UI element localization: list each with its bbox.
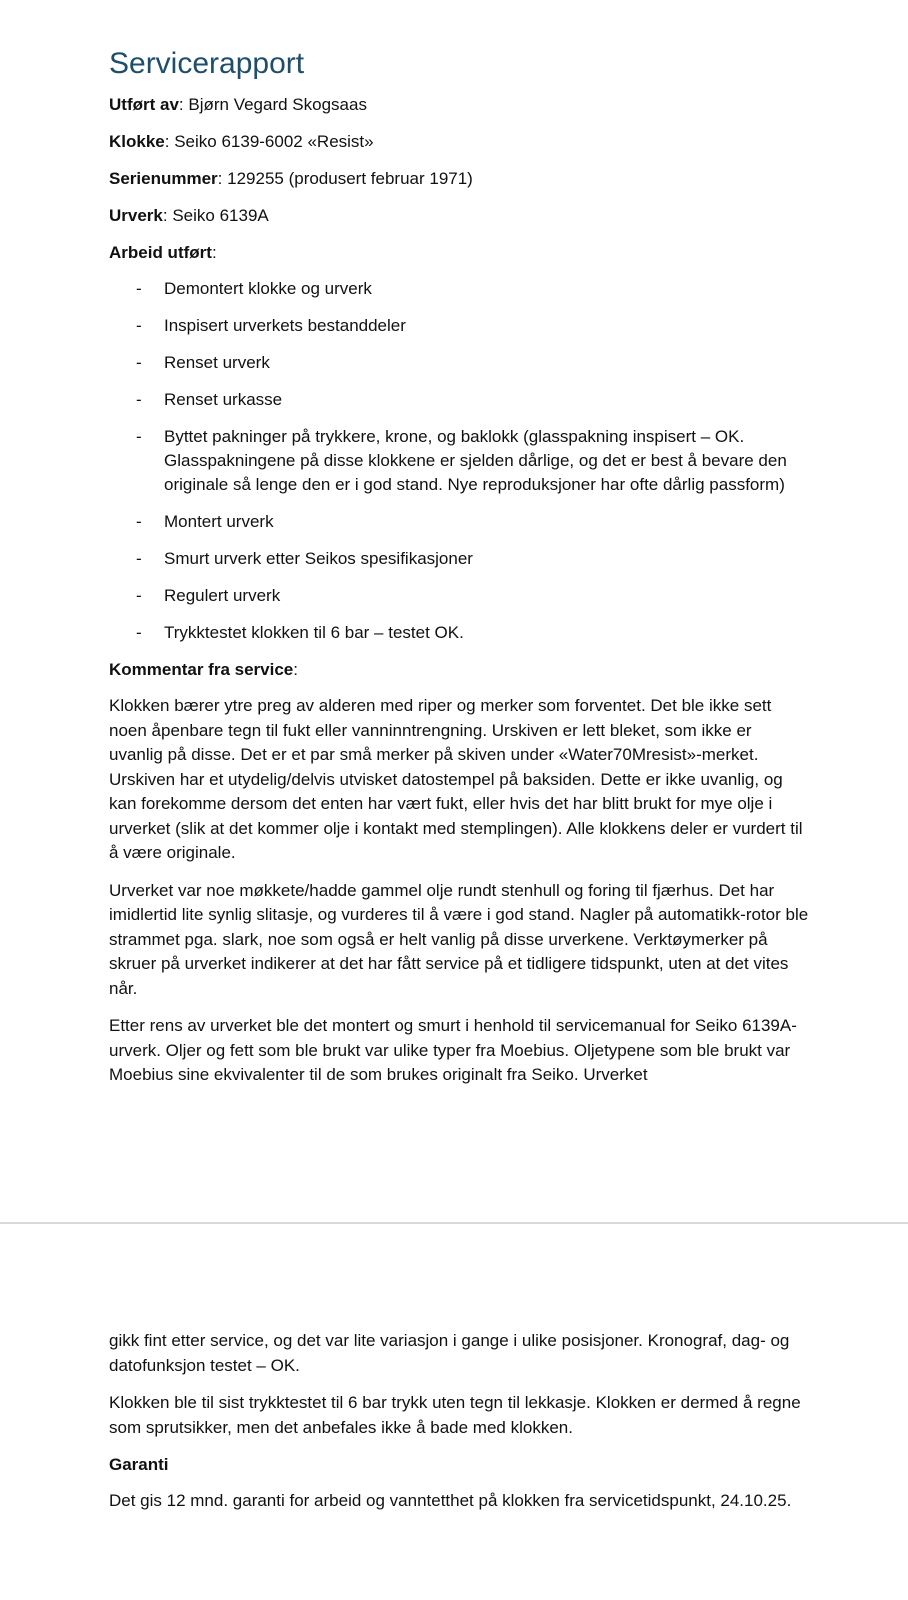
list-item: - Montert urverk bbox=[136, 512, 274, 531]
list-item: - Regulert urverk bbox=[136, 586, 281, 605]
list-item: - Trykktestet klokken til 6 bar – testet OK. bbox=[136, 623, 464, 642]
list-item: - Demontert klokke og urverk bbox=[136, 279, 372, 298]
field-movement: Urverk: Seiko 6139A bbox=[109, 206, 269, 225]
page-2-content bbox=[109, 1329, 809, 1527]
page-1-content bbox=[109, 44, 809, 1101]
comment-paragraph: Etter rens av urverket ble det montert og smurt i henhold til servicemanual for Seiko 6139A-urverk. Oljer og fett som ble brukt var ulike typer fra Moebius. Oljetypene som ble brukt var Moebius sine ekvivalenter til de som brukes originalt fra Seiko. Urverket bbox=[109, 1016, 797, 1084]
list-item: - Byttet pakninger på trykkere, krone, og baklokk (glasspakning inspisert – OK. Glasspakningene på disse klokkene er sjelden dårlige, og det er best å bevare den originale så lenge den er i god stand. Nye reproduksjoner har ofte dårlig passform) bbox=[136, 427, 787, 494]
list-item: - Renset urkasse bbox=[136, 390, 283, 409]
field-watch: Klokke: Seiko 6139-6002 «Resist» bbox=[109, 132, 374, 151]
warranty-text: Det gis 12 mnd. garanti for arbeid og vanntetthet på klokken fra servicetidspunkt, 24.10.25. bbox=[109, 1491, 792, 1510]
work-performed-list bbox=[109, 277, 809, 645]
comment-paragraph: Klokken bærer ytre preg av alderen med riper og merker som forventet. Det ble ikke sett noen åpenbare tegn til fukt eller vanninntrengning. Urskiven er lett bleket, som ikke er uvanlig på disse. Det er et par små merker på skiven under «Water70Mresist»-merket. Urskiven har et utydelig/delvis utvisket datostempel på baksiden. Dette er ikke uvanlig, og kan forekomme dersom det enten har vært fukt, eller hvis det har blitt brukt for mye olje i urverket (slik at det kommer olje i kontakt med stemplingen). Alle klokkens deler er vurdert til å være originale. bbox=[109, 696, 803, 862]
list-item: - Renset urverk bbox=[136, 353, 270, 372]
list-item: - Smurt urverk etter Seikos spesifikasjoner bbox=[136, 549, 473, 568]
warranty-heading: Garanti bbox=[109, 1455, 169, 1474]
comment-paragraph: gikk fint etter service, og det var lite variasjon i gange i ulike posisjoner. Kronograf, dag- og datofunksjon testet – OK. bbox=[109, 1331, 790, 1375]
document-page-2 bbox=[0, 1224, 908, 1600]
field-performed-by: Utført av: Bjørn Vegard Skogsaas bbox=[109, 95, 367, 114]
report-title: Servicerapport bbox=[109, 47, 305, 80]
list-item: - Inspisert urverkets bestanddeler bbox=[136, 316, 406, 335]
comment-paragraph: Urverket var noe møkkete/hadde gammel olje rundt stenhull og foring til fjærhus. Det har imidlertid lite synlig slitasje, og vurderes til å være i god stand. Nagler på automatikk-rotor ble strammet pga. slark, noe som også er helt vanlig på disse urverkene. Verktøymerker på skruer på urverket indikerer at det har fått service på et tidligere tidspunkt, uten at det vites når. bbox=[109, 880, 809, 998]
comment-paragraph: Klokken ble til sist trykktestet til 6 bar trykk uten tegn til lekkasje. Klokken er dermed å regne som sprutsikker, men det anbefales ikke å bade med klokken. bbox=[109, 1393, 801, 1437]
field-serial-number: Serienummer: 129255 (produsert februar 1971) bbox=[109, 169, 473, 188]
work-performed-heading: Arbeid utført: bbox=[109, 243, 217, 262]
service-comment-heading: Kommentar fra service: bbox=[109, 660, 298, 679]
